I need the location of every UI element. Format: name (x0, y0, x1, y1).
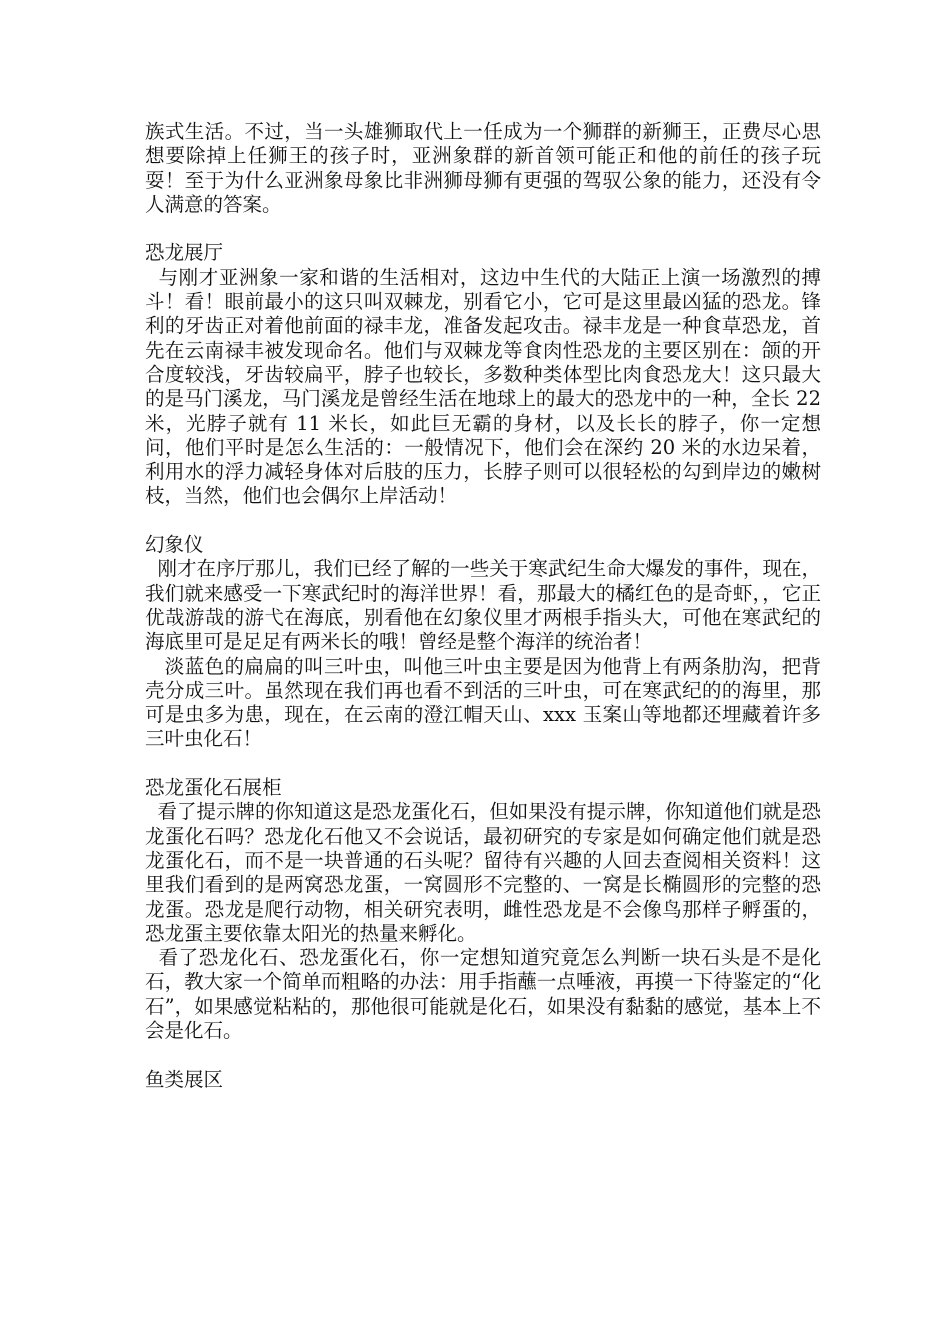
illusion-device-paragraph-1: 刚才在序厅那儿，我们已经了解的一些关于寒武纪生命大爆发的事件，现在，我们就来感受一下寒武纪时的海洋世界！看，那最大的橘红色的是奇虾，，它正优哉游哉的游弋在海底，别看他在幻象仪里才两根手指头大，可他在寒武纪的海底里可是足足有两米长的哦！曾经是整个海洋的统治者！ (145, 557, 821, 654)
section-gap (145, 1043, 821, 1067)
dinosaur-egg-paragraph-2: 看了恐龙化石、恐龙蛋化石，你一定想知道究竟怎么判断一块石头是不是化石，教大家一个简单而粗略的办法：用手指蘸一点唾液，再摸一下待鉴定的“化石”，如果感觉粘粘的，那他很可能就是化石，如果没有黏黏的感觉，基本上不会是化石。 (145, 946, 821, 1042)
section-heading-dinosaur-egg-cabinet: 恐龙蛋化石展柜 (145, 776, 282, 800)
dinosaur-hall-paragraph: 与刚才亚洲象一家和谐的生活相对，这边中生代的大陆正上演一场激烈的搏斗！看！眼前最小的这只叫双棘龙，别看它小，它可是这里最凶猛的恐龙。锋利的牙齿正对着他前面的禄丰龙，准备发起攻击。禄丰龙是一种食草恐龙，首先在云南禄丰被发现命名。他们与双棘龙等食肉性恐龙的主要区别在：颌的开合度较浅，牙齿较扁平，脖子也较长，多数种类体型比肉食恐龙大！这只最大的是马门溪龙，马门溪龙是曾经生活在地球上的最大的恐龙中的一种，全长 22 米，光脖子就有 11 米长，如此巨无霸的身材，以及长长的脖子，你一定想问，他们平时是怎么生活的：一般情况下，他们会在深约 20 米的水边呆着，利用水的浮力减轻身体对后肢的压力，长脖子则可以很轻松的勾到岸边的嫩树枝，当然，他们也会偶尔上岸活动！ (145, 265, 828, 508)
intro-paragraph: 族式生活。不过，当一头雄狮取代上一任成为一个狮群的新狮王，正费尽心思想要除掉上任狮王的孩子时，亚洲象群的新首领可能正和他的前任的孩子玩耍！至于为什么亚洲象母象比非洲狮母狮有更强的驾驭公象的能力，还没有令人满意的答案。 (145, 120, 821, 216)
section-gap (145, 509, 821, 533)
dinosaur-egg-paragraph-1: 看了提示牌的你知道这是恐龙蛋化石，但如果没有提示牌，你知道他们就是恐龙蛋化石吗？恐龙化石他又不会说话，最初研究的专家是如何确定他们就是恐龙蛋化石，而不是一块普通的石头呢？留待有兴趣的人回去查阅相关资料！这里我们看到的是两窝恐龙蛋，一窝圆形不完整的、一窝是长椭圆形的完整的恐龙蛋。恐龙是爬行动物，相关研究表明，雌性恐龙是不会像鸟那样子孵蛋的，恐龙蛋主要依靠太阳光的热量来孵化。 (145, 800, 821, 945)
section-heading-illusion-device: 幻象仪 (145, 533, 204, 557)
document-body (145, 120, 828, 1092)
illusion-device-paragraph-2: 淡蓝色的扁扁的叫三叶虫，叫他三叶虫主要是因为他背上有两条肋沟，把背壳分成三叶。虽然现在我们再也看不到活的三叶虫，可在寒武纪的的海里，那可是虫多为患，现在，在云南的澄江帽天山、xxx 玉案山等地都还埋藏着许多三叶虫化石！ (145, 654, 821, 751)
section-gap (145, 217, 821, 241)
section-heading-fish-exhibit: 鱼类展区 (145, 1067, 224, 1091)
section-gap (145, 752, 821, 776)
section-heading-dinosaur-hall: 恐龙展厅 (145, 241, 224, 265)
